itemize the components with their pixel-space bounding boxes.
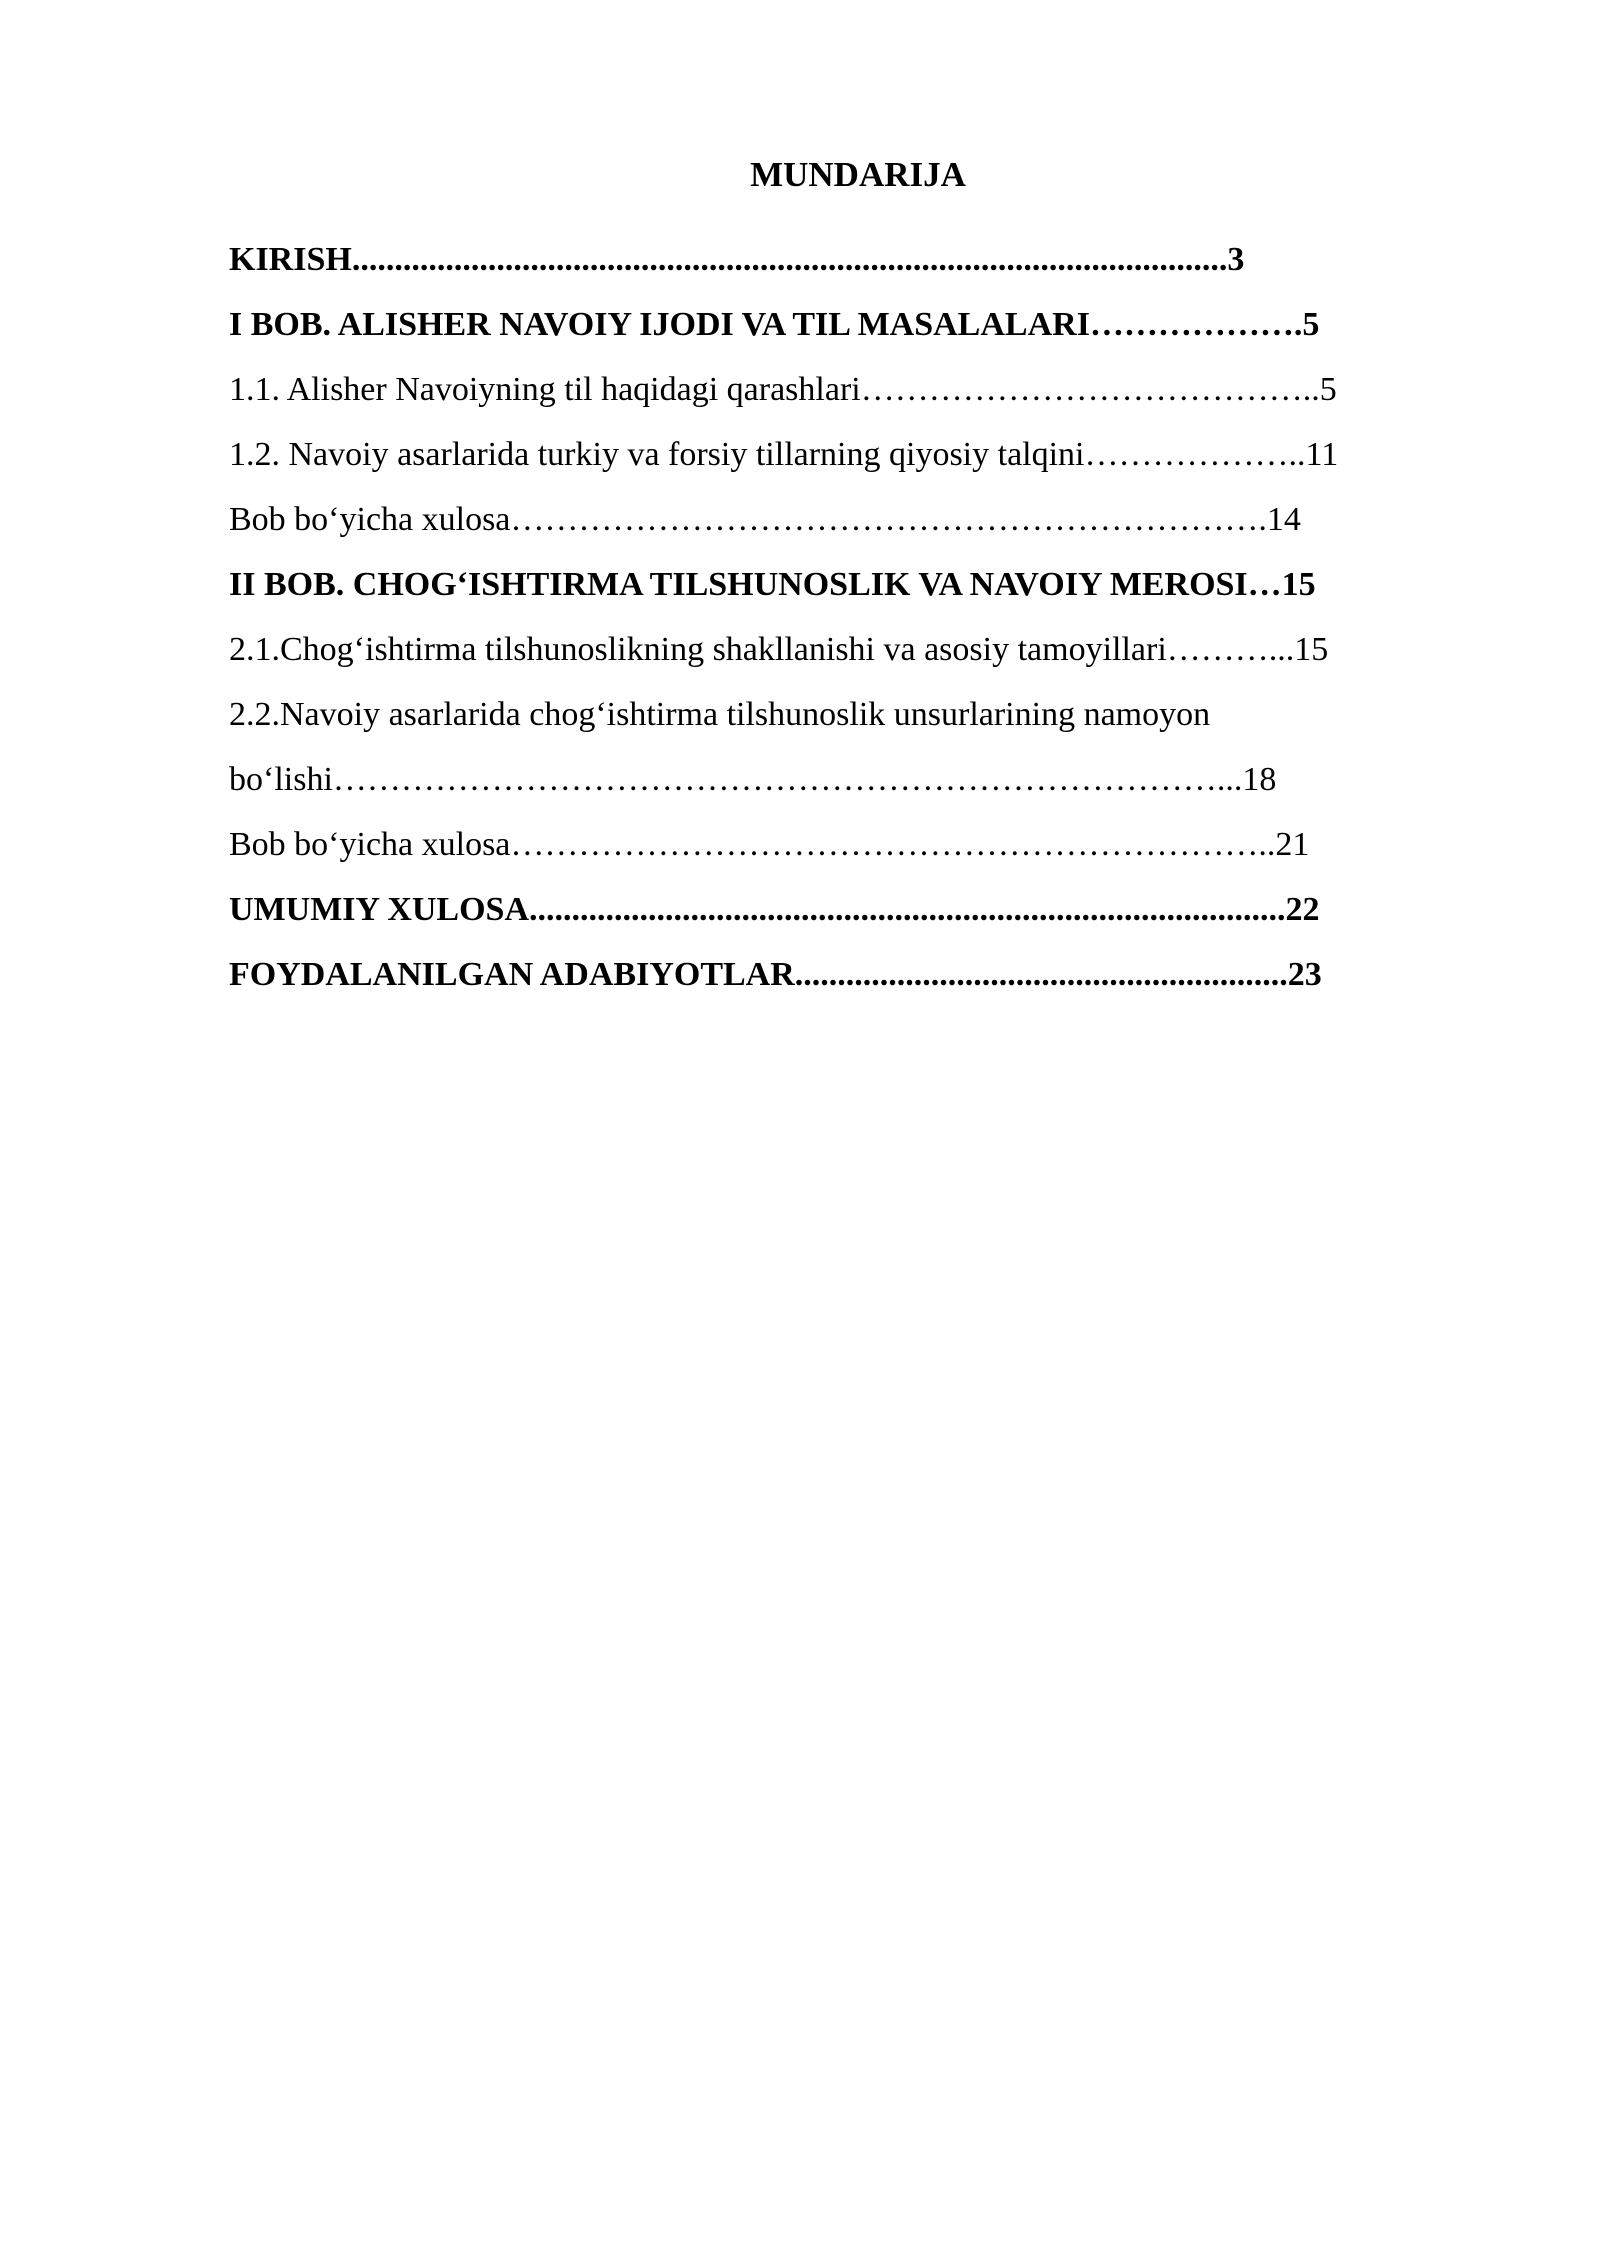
toc-entry: UMUMIY XULOSA.........................................................................................22 (229, 891, 1320, 928)
toc-entry: 1.1. Alisher Navoiyning til haqidagi qarashlari…………………………………..5 (229, 371, 1337, 408)
toc-entry: bo‘lishi……………………………………………………………………...18 (229, 761, 1277, 798)
toc-entry: II BOB. CHOG‘ISHTIRMA TILSHUNOSLIK VA NAVOIY MEROSI…15 (229, 566, 1316, 603)
toc-entry: 1.2. Navoiy asarlarida turkiy va forsiy tillarning qiyosiy talqini………………..11 (229, 436, 1339, 473)
toc-entry: 2.2.Navoiy asarlarida chog‘ishtirma tilshunoslik unsurlarining namoyon (229, 696, 1211, 733)
toc-entry: 2.1.Chog‘ishtirma tilshunoslikning shakllanishi va asosiy tamoyillari………...15 (229, 631, 1329, 668)
page-title: MUNDARIJA (750, 155, 966, 194)
toc-entry: KIRISH.......................................................................................................3 (229, 241, 1245, 278)
toc-entry: I BOB. ALISHER NAVOIY IJODI VA TIL MASALALARI……………….5 (229, 306, 1320, 343)
toc-entry: Bob bo‘yicha xulosa………………………………………………………….14 (229, 501, 1301, 538)
toc-entry: FOYDALANILGAN ADABIYOTLAR..........................................................23 (229, 956, 1322, 993)
toc-entry: Bob bo‘yicha xulosa…………………………………………………………..21 (229, 826, 1310, 863)
